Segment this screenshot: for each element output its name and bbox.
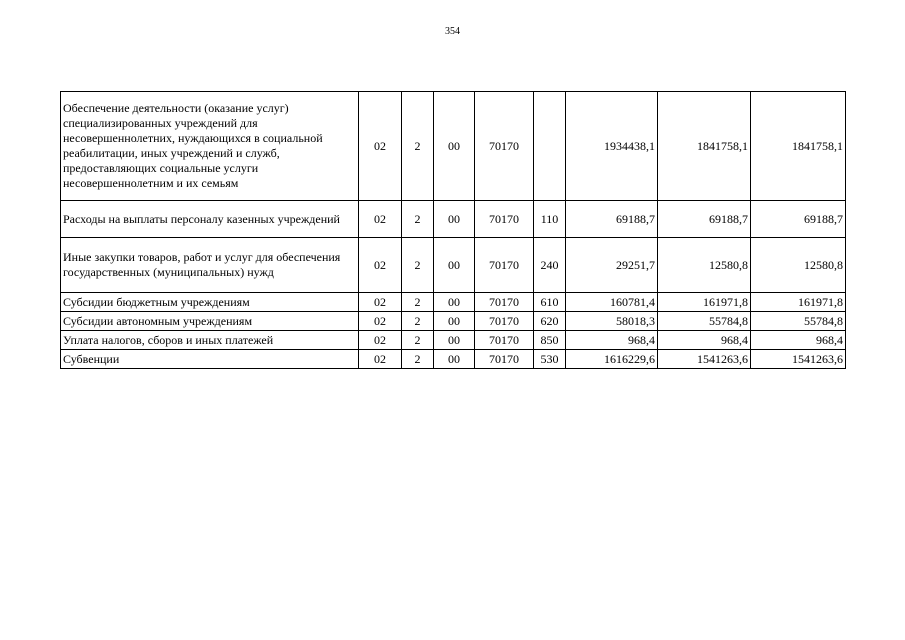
code-section: 02 <box>359 312 402 331</box>
amount-3: 69188,7 <box>751 201 846 238</box>
amount-2: 1541263,6 <box>658 350 751 369</box>
code-section: 02 <box>359 350 402 369</box>
table-row <box>61 92 846 201</box>
amount-2: 1841758,1 <box>658 92 751 201</box>
code-section: 02 <box>359 92 402 201</box>
code-direction: 70170 <box>475 92 534 201</box>
amount-3: 1841758,1 <box>751 92 846 201</box>
code-section: 02 <box>359 331 402 350</box>
amount-1: 1934438,1 <box>566 92 658 201</box>
amount-1: 69188,7 <box>566 201 658 238</box>
row-name: Расходы на выплаты персоналу казенных учреждений <box>61 201 359 238</box>
amount-2: 161971,8 <box>658 293 751 312</box>
amount-3: 55784,8 <box>751 312 846 331</box>
amount-3: 161971,8 <box>751 293 846 312</box>
amount-3: 12580,8 <box>751 238 846 293</box>
amount-1: 160781,4 <box>566 293 658 312</box>
amount-2: 12580,8 <box>658 238 751 293</box>
row-name: Субвенции <box>61 350 359 369</box>
amount-1: 968,4 <box>566 331 658 350</box>
amount-2: 69188,7 <box>658 201 751 238</box>
table-row <box>61 201 846 238</box>
code-section: 02 <box>359 238 402 293</box>
code-section: 02 <box>359 293 402 312</box>
code-direction: 70170 <box>475 238 534 293</box>
code-direction: 70170 <box>475 201 534 238</box>
code-expense-type: 530 <box>534 350 566 369</box>
code-direction: 70170 <box>475 293 534 312</box>
code-subprogram: 00 <box>434 312 475 331</box>
code-expense-type: 620 <box>534 312 566 331</box>
table-row <box>61 238 846 293</box>
code-expense-type <box>534 92 566 201</box>
code-program: 2 <box>402 201 434 238</box>
code-direction: 70170 <box>475 350 534 369</box>
code-direction: 70170 <box>475 312 534 331</box>
amount-2: 55784,8 <box>658 312 751 331</box>
code-subprogram: 00 <box>434 293 475 312</box>
table-row <box>61 350 846 369</box>
table-row <box>61 293 846 312</box>
code-subprogram: 00 <box>434 201 475 238</box>
table-row <box>61 312 846 331</box>
code-expense-type: 850 <box>534 331 566 350</box>
code-section: 02 <box>359 201 402 238</box>
code-subprogram: 00 <box>434 331 475 350</box>
code-program: 2 <box>402 331 434 350</box>
row-name: Субсидии автономным учреждениям <box>61 312 359 331</box>
table-body <box>61 92 846 369</box>
code-subprogram: 00 <box>434 350 475 369</box>
code-expense-type: 610 <box>534 293 566 312</box>
code-expense-type: 110 <box>534 201 566 238</box>
row-name: Иные закупки товаров, работ и услуг для обеспечения государственных (муниципальных) нужд <box>61 238 359 293</box>
code-program: 2 <box>402 238 434 293</box>
code-expense-type: 240 <box>534 238 566 293</box>
code-program: 2 <box>402 312 434 331</box>
code-program: 2 <box>402 92 434 201</box>
row-name: Субсидии бюджетным учреждениям <box>61 293 359 312</box>
amount-1: 58018,3 <box>566 312 658 331</box>
amount-1: 1616229,6 <box>566 350 658 369</box>
amount-3: 968,4 <box>751 331 846 350</box>
amount-2: 968,4 <box>658 331 751 350</box>
code-subprogram: 00 <box>434 92 475 201</box>
code-program: 2 <box>402 293 434 312</box>
code-program: 2 <box>402 350 434 369</box>
page-number: 354 <box>445 26 460 37</box>
code-direction: 70170 <box>475 331 534 350</box>
amount-3: 1541263,6 <box>751 350 846 369</box>
row-name: Уплата налогов, сборов и иных платежей <box>61 331 359 350</box>
row-name: Обеспечение деятельности (оказание услуг) специализированных учреждений для несовершеннолетних, нуждающихся в социальной реабилитации, иных учреждений и служб, предоставляющих социальные услуги несовершеннолетним и их семьям <box>61 92 359 201</box>
table-row <box>61 331 846 350</box>
budget-table <box>60 91 846 369</box>
code-subprogram: 00 <box>434 238 475 293</box>
amount-1: 29251,7 <box>566 238 658 293</box>
